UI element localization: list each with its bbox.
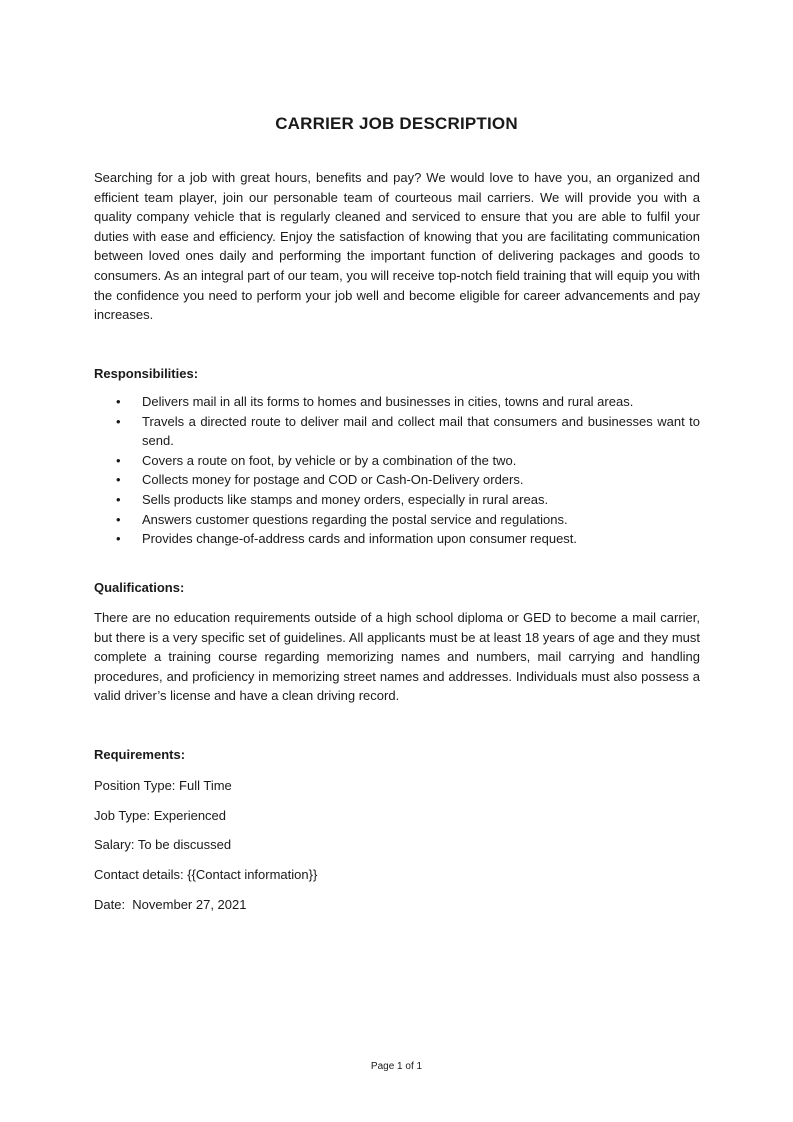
list-item (94, 392, 700, 412)
list-item (94, 490, 700, 510)
list-item-text: Delivers mail in all its forms to homes and businesses in cities, towns and rural areas. (142, 394, 634, 409)
qualifications-heading: Qualifications: (94, 580, 185, 595)
intro-paragraph: Searching for a job with great hours, benefits and pay? We would love to have you, an organized and efficient team player, join our personable team of courteous mail carriers. We will provide you with a quality company vehicle that is regularly cleaned and serviced to ensure that you are able to fulfil your duties with ease and efficiency. Enjoy the satisfaction of knowing that you are facilitating communication between loved ones daily and performing the important function of delivering packages and goods to consumers. As an integral part of our team, you will receive top-notch field training that will equip you with the confidence you need to perform your job well and become eligible for career advancements and pay increases. (94, 170, 700, 323)
bullet-icon: • (116, 491, 121, 507)
list-item-text: Covers a route on foot, by vehicle or by a combination of the two. (142, 452, 517, 468)
list-item (94, 412, 700, 451)
responsibilities-list (94, 392, 700, 549)
date-line: Date: November 27, 2021 (94, 897, 247, 912)
list-item-text: Sells products like stamps and money orders, especially in rural areas. (142, 491, 549, 507)
salary-line: Salary: To be discussed (94, 837, 232, 852)
page-number-footer: Page 1 of 1 (370, 1061, 423, 1072)
list-item (94, 510, 700, 530)
job-type-line: Job Type: Experienced (94, 808, 227, 823)
bullet-icon: • (116, 394, 121, 409)
qualifications-paragraph: There are no education requirements outside of a high school diploma or GED to become a mail carrier, but there is a very specific set of guidelines. All applicants must be at least 18 years of age and they must complete a training course regarding memorizing names and numbers, mail carrying and handling procedures, and proficiency in memorizing street names and addresses. Individuals must also possess a valid driver’s license and have a clean driving record. (94, 610, 700, 704)
contact-details-line: Contact details: {{Contact information}} (94, 867, 318, 882)
list-item-text: Collects money for postage and COD or Cash-On-Delivery orders. (142, 472, 524, 488)
responsibilities-heading: Responsibilities: (94, 366, 199, 381)
bullet-icon: • (116, 511, 121, 527)
list-item-text: Answers customer questions regarding the postal service and regulations. (142, 511, 568, 527)
bullet-icon: • (116, 472, 121, 488)
requirements-heading: Requirements: (94, 747, 186, 762)
list-item (94, 451, 700, 471)
list-item-text: Travels a directed route to deliver mail and collect mail that consumers and businesses want to send. (142, 413, 700, 449)
bullet-icon: • (116, 531, 121, 547)
position-type-line: Position Type: Full Time (94, 778, 232, 793)
list-item (94, 529, 700, 549)
document-title: CARRIER JOB DESCRIPTION (275, 114, 518, 133)
bullet-icon: • (116, 452, 121, 468)
list-item-text: Provides change-of-address cards and information upon consumer request. (142, 531, 578, 547)
list-item (94, 470, 700, 490)
bullet-icon: • (116, 413, 121, 429)
